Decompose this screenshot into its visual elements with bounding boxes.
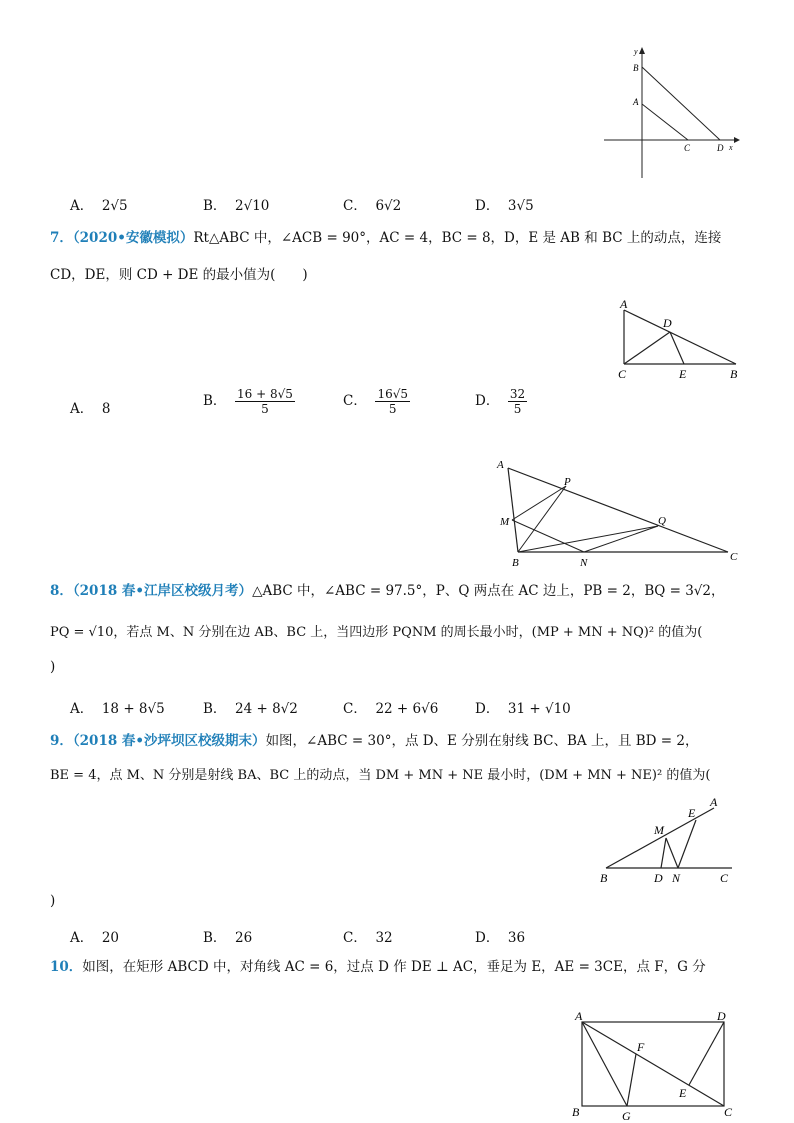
q7-stem-line1 bbox=[50, 229, 721, 247]
q7-option-c: C． $\frac{16√5}{5}$ bbox=[343, 387, 408, 416]
q8-side-ac bbox=[508, 468, 728, 552]
q6-segment-bd bbox=[642, 67, 720, 140]
q8-label-p: P bbox=[564, 476, 571, 488]
q6-label-a: A bbox=[633, 97, 639, 107]
q10-label-c: C bbox=[724, 1105, 733, 1119]
q6-label-b: B bbox=[633, 63, 639, 73]
q10-segment-de bbox=[689, 1022, 724, 1085]
q6-option-c: C． 6√2 bbox=[343, 198, 402, 214]
q9-label-d: D bbox=[654, 871, 663, 885]
q10-figure bbox=[570, 1008, 740, 1122]
q8-stem-line1 bbox=[50, 582, 725, 600]
q6-label-x: x bbox=[729, 143, 733, 152]
q9-label-a: A bbox=[710, 796, 718, 809]
q9-stem-line3: ) bbox=[50, 893, 56, 909]
q8-label-a: A bbox=[497, 459, 504, 471]
q9-label-c: C bbox=[720, 871, 729, 885]
q8-side-ab bbox=[508, 468, 518, 552]
q10-stem-line1 bbox=[50, 958, 706, 976]
q7-option-d: D． $\frac{32}{5}$ bbox=[475, 387, 526, 416]
q6-option-b: B． 2√10 bbox=[203, 198, 270, 214]
q8-segment-bq bbox=[518, 526, 658, 552]
q9-text1: 如图，∠ABC = 30°，点 D、E 分别在射线 BC、BA 上，且 BD = 2， bbox=[265, 733, 699, 749]
q6-label-y: y bbox=[634, 47, 638, 56]
q8-label-b: B bbox=[512, 557, 519, 569]
q8-option-d: D． 31 + √10 bbox=[475, 701, 571, 717]
q8-option-b: B． 24 + 8√2 bbox=[203, 701, 298, 717]
q7-figure bbox=[612, 296, 752, 382]
q10-segment-ag bbox=[582, 1022, 627, 1106]
q10-label-f: F bbox=[637, 1040, 645, 1054]
q6-label-c: C bbox=[684, 143, 691, 153]
q6-y-arrow bbox=[639, 47, 645, 54]
q10-segment-fg bbox=[627, 1054, 636, 1106]
q7-option-b: B． $\frac{16 + 8√5}{5}$ bbox=[203, 387, 293, 416]
q6-segment-ac bbox=[642, 104, 688, 140]
q7-label-d: D bbox=[663, 316, 672, 330]
q10-number: 10． bbox=[50, 959, 83, 975]
q7-segment-de bbox=[670, 332, 684, 364]
q8-label-n: N bbox=[580, 557, 588, 569]
q10-diagonal-ac bbox=[582, 1022, 724, 1106]
q8-label-c: C bbox=[730, 551, 738, 563]
q9-label-n: N bbox=[672, 871, 681, 885]
q8-label-q: Q bbox=[658, 515, 666, 527]
q9-source: （2018 春•沙坪坝区校级期末） bbox=[72, 733, 266, 749]
q9-number: 9． bbox=[50, 733, 73, 749]
q7-stem-line2: CD，DE，则 CD + DE 的最小值为( ) bbox=[50, 267, 308, 283]
q6-x-arrow bbox=[734, 137, 740, 143]
q8-segment-nq bbox=[584, 526, 658, 552]
q9-stem-line1 bbox=[50, 732, 698, 750]
q9-label-b: B bbox=[600, 871, 608, 885]
q8-segment-bp bbox=[518, 486, 566, 552]
q7-label-e: E bbox=[679, 367, 687, 381]
q7-option-a: A． 8 bbox=[70, 401, 111, 417]
q9-stem-line2: BE = 4，点 M、N 分别是射线 BA、BC 上的动点，当 DM + MN + NE 最小时，(DM + MN + NE)² 的值为( bbox=[50, 768, 711, 783]
q9-option-a: A． 20 bbox=[70, 930, 120, 946]
q10-label-b: B bbox=[572, 1105, 580, 1119]
q9-figure bbox=[596, 796, 746, 888]
q9-segment-ne bbox=[678, 820, 696, 868]
q8-figure bbox=[492, 452, 752, 570]
q8-label-m: M bbox=[500, 516, 510, 528]
q9-option-b: B． 26 bbox=[203, 930, 253, 946]
q8-number: 8． bbox=[50, 583, 73, 599]
q6-label-d: D bbox=[717, 143, 724, 153]
q8-stem-line2: PQ = √10，若点 M、N 分别在边 AB、BC 上，当四边形 PQNM 的周长最小时，(MP + MN + NQ)² 的值为( bbox=[50, 625, 703, 640]
q8-option-c: C． 22 + 6√6 bbox=[343, 701, 439, 717]
q8-segment-mn bbox=[512, 520, 584, 552]
q9-segment-dm bbox=[661, 838, 666, 868]
q9-label-m: M bbox=[654, 823, 664, 837]
q6-option-d: D． 3√5 bbox=[475, 198, 534, 214]
q10-label-e: E bbox=[679, 1086, 687, 1100]
q10-label-a: A bbox=[575, 1009, 583, 1023]
q7-segment-cd bbox=[624, 332, 670, 364]
q7-label-c: C bbox=[618, 367, 627, 381]
q6-figure bbox=[598, 44, 748, 184]
q7-number: 7． bbox=[50, 230, 73, 246]
q7-label-a: A bbox=[620, 297, 628, 311]
q7-source: （2020•安徽模拟） bbox=[72, 230, 194, 246]
q8-option-a: A． 18 + 8√5 bbox=[70, 701, 165, 717]
q6-option-a: A． 2√5 bbox=[70, 198, 128, 214]
q9-ray-ba bbox=[606, 808, 714, 868]
q8-text1: △ABC 中，∠ABC = 97.5°，P、Q 两点在 AC 边上，PB = 2，BQ = 3√2， bbox=[252, 583, 725, 599]
q9-label-e: E bbox=[688, 806, 696, 820]
q8-segment-mp bbox=[512, 486, 566, 520]
q9-segment-mn bbox=[666, 838, 678, 868]
q8-stem-line3: ) bbox=[50, 659, 56, 675]
q7-label-b: B bbox=[730, 367, 738, 381]
q9-option-c: C． 32 bbox=[343, 930, 393, 946]
q7-text1: Rt△ABC 中，∠ACB = 90°，AC = 4，BC = 8，D，E 是 AB 和 BC 上的动点，连接 bbox=[193, 230, 722, 246]
q10-label-g: G bbox=[622, 1109, 631, 1122]
q9-option-d: D． 36 bbox=[475, 930, 526, 946]
q8-source: （2018 春•江岸区校级月考） bbox=[72, 583, 253, 599]
q10-label-d: D bbox=[717, 1009, 726, 1023]
q10-text1: 如图，在矩形 ABCD 中，对角线 AC = 6，过点 D 作 DE ⊥ AC，垂足为 E，AE = 3CE，点 F，G 分 bbox=[82, 959, 706, 975]
